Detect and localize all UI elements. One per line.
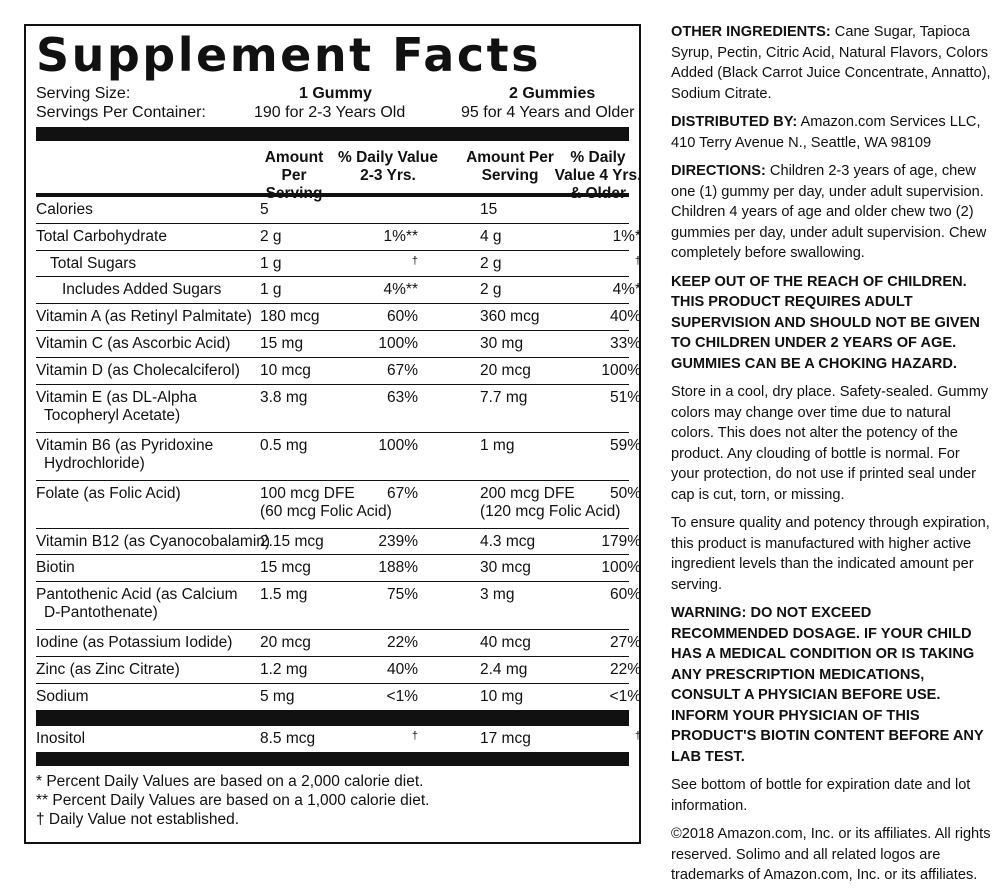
dv-2: 40% bbox=[609, 308, 641, 326]
amount-2: 360 mcg bbox=[480, 308, 540, 326]
amount-1: 5 bbox=[260, 201, 269, 218]
nutrient-row bbox=[36, 432, 641, 480]
dv-2: 22% bbox=[609, 660, 641, 678]
servings-per-container-label: Servings Per Container: bbox=[36, 104, 206, 121]
dv-1: 239% bbox=[378, 532, 418, 550]
nutrient-name-line2: Tocopheryl Acetate) bbox=[44, 406, 181, 424]
footnotes bbox=[36, 772, 629, 829]
nutrient-name: Biotin bbox=[36, 559, 75, 577]
dv-1: 60% bbox=[386, 308, 418, 326]
nutrient-name: Sodium bbox=[36, 687, 89, 705]
dv-2: 27% bbox=[609, 634, 641, 652]
nutrient-row bbox=[36, 384, 641, 432]
amount-1: 8.5 mcg bbox=[260, 729, 316, 747]
nutrient-name: Vitamin E (as DL-Alpha bbox=[36, 388, 197, 406]
column-headers bbox=[36, 141, 642, 202]
nutrient-name: Iodine (as Potassium Iodide) bbox=[36, 634, 233, 652]
storage-text: Store in a cool, dry place. Safety-sealed. Gummy colors may change over time due to natural colors. This does not alter the potency of the product. Any clouding of bottle is normal. For your protection, do not use if printed seal under cap is cut, torn, or missing. bbox=[671, 384, 989, 503]
amount-2: 200 mcg DFE bbox=[480, 484, 575, 502]
dv-2: † bbox=[634, 254, 641, 267]
expiration-text: See bottom of bottle for expiration date and lot information. bbox=[671, 777, 971, 814]
dv-1: 22% bbox=[386, 634, 418, 652]
dv-1: 188% bbox=[378, 559, 418, 577]
nutrient-name: Total Sugars bbox=[50, 254, 137, 272]
nutrient-row bbox=[36, 197, 629, 223]
amount-1: 15 mg bbox=[260, 334, 304, 352]
amount-2: 4 g bbox=[480, 227, 502, 245]
dv-2: 1%* bbox=[612, 227, 641, 245]
amount-1: 0.5 mg bbox=[260, 436, 308, 454]
distributed-by-label: DISTRIBUTED BY: bbox=[671, 114, 798, 130]
col2-servings-per: 95 for 4 Years and Older bbox=[461, 104, 635, 121]
distributed-by-text: Amazon.com Services LLC, 410 Terry Avenue N., Seattle, WA 98109 bbox=[671, 114, 981, 151]
header-amount-2: Amount Per Serving bbox=[466, 149, 554, 184]
other-ingredients-label: OTHER INGREDIENTS: bbox=[671, 24, 831, 40]
serving-info bbox=[36, 80, 635, 121]
header-amount-1: Amount Per Serving bbox=[264, 149, 324, 202]
inositol-row bbox=[36, 726, 641, 752]
nutrient-row bbox=[36, 629, 641, 656]
dv-2: 50% bbox=[609, 484, 641, 502]
nutrient-row bbox=[36, 276, 641, 303]
dv-1: † bbox=[411, 254, 418, 267]
amount-1: 2 g bbox=[260, 227, 282, 245]
amount-1: 15 mcg bbox=[260, 559, 311, 577]
col2-serving-size: 2 Gummies bbox=[509, 85, 596, 102]
amount-2: 2 g bbox=[480, 254, 502, 272]
quality-text: To ensure quality and potency through expiration, this product is manufactured with higher active ingredient levels than the indicated amount per serving. bbox=[671, 515, 990, 593]
nutrient-name: Vitamin B6 (as Pyridoxine bbox=[36, 436, 214, 454]
other-ingredients-text: Cane Sugar, Tapioca Syrup, Pectin, Citric Acid, Natural Flavors, Colors Added (Black Carrot Juice Concentrate, Annatto), Sodium Citrate. bbox=[671, 24, 991, 102]
amount-2: 7.7 mg bbox=[480, 388, 528, 406]
amount-1: 1.5 mg bbox=[260, 586, 308, 604]
nutrient-row bbox=[36, 250, 641, 277]
col1-servings-per: 190 for 2-3 Years Old bbox=[254, 104, 406, 121]
nutrient-row bbox=[36, 528, 641, 555]
nutrient-row bbox=[36, 330, 641, 357]
directions-text: Children 2-3 years of age, chew one (1) gummy per day, under adult supervision. Children 4 years of age and older chew two (2) gummies per day, under adult supervision. Chew completely before swallowing. bbox=[671, 163, 987, 261]
thick-divider-2 bbox=[36, 710, 629, 726]
nutrient-rows bbox=[36, 197, 641, 710]
dv-1: 40% bbox=[386, 660, 418, 678]
amount-2: 1 mg bbox=[480, 436, 515, 454]
distributed-by bbox=[671, 112, 991, 153]
supplement-facts-panel bbox=[24, 24, 641, 844]
amount-1-detail: (60 mcg Folic Acid) bbox=[260, 502, 392, 520]
nutrient-name: Vitamin D (as Cholecalciferol) bbox=[36, 361, 240, 379]
panel-title: Supplement Facts bbox=[36, 28, 541, 82]
dv-2: 179% bbox=[601, 532, 641, 550]
nutrient-name: Vitamin A (as Retinyl Palmitate) bbox=[36, 308, 252, 326]
amount-2: 2 g bbox=[480, 281, 502, 299]
footnote-1: * Percent Daily Values are based on a 2,000 calorie diet. bbox=[36, 772, 424, 790]
dv-1: <1% bbox=[386, 687, 418, 705]
amount-1: 2.15 mcg bbox=[260, 532, 324, 550]
nutrient-row bbox=[36, 303, 641, 330]
amount-2: 30 mg bbox=[480, 334, 524, 352]
dv-2: 33% bbox=[609, 334, 641, 352]
nutrient-name: Zinc (as Zinc Citrate) bbox=[36, 660, 180, 678]
nutrient-name: Folate (as Folic Acid) bbox=[36, 484, 181, 502]
nutrient-row bbox=[36, 480, 641, 528]
amount-1: 100 mcg DFE bbox=[260, 484, 355, 502]
dv-2: <1% bbox=[609, 687, 641, 705]
dv-1: 4%** bbox=[383, 281, 418, 299]
thick-divider bbox=[36, 127, 629, 141]
amount-2-detail: (120 mcg Folic Acid) bbox=[480, 502, 621, 520]
nutrient-name: Total Carbohydrate bbox=[36, 227, 167, 245]
header-dv-1: % Daily Value 2-3 Yrs. bbox=[338, 149, 438, 184]
amount-1: 1 g bbox=[260, 281, 282, 299]
dv-2: 60% bbox=[609, 586, 641, 604]
nutrient-name: Includes Added Sugars bbox=[62, 281, 222, 299]
dv-2: † bbox=[634, 729, 641, 742]
dv-1: 100% bbox=[378, 436, 418, 454]
amount-2: 4.3 mcg bbox=[480, 532, 536, 550]
copyright-text: ©2018 Amazon.com, Inc. or its affiliates. All rights reserved. Solimo and all related logos are trademarks of Amazon.com, Inc. or its affiliates. bbox=[671, 826, 991, 883]
serving-size-label: Serving Size: bbox=[36, 85, 131, 102]
amount-1: 1.2 mg bbox=[260, 660, 308, 678]
dv-2: 100% bbox=[601, 559, 641, 577]
dv-1: 63% bbox=[386, 388, 418, 406]
amount-2: 3 mg bbox=[480, 586, 515, 604]
dv-2: 59% bbox=[609, 436, 641, 454]
nutrient-row bbox=[36, 554, 641, 581]
nutrient-row bbox=[36, 683, 641, 710]
dosage-warning: WARNING: DO NOT EXCEED RECOMMENDED DOSAGE. IF YOUR CHILD HAS A MEDICAL CONDITION OR IS TAKING ANY PRESCRIPTION MEDICATIONS, CONSULT A PHYSICIAN BEFORE USE. INFORM YOUR PHYSICIAN OF THIS PRODUCT'S BIOTIN CONTENT BEFORE ANY LAB TEST. bbox=[671, 605, 984, 765]
dv-1: 67% bbox=[386, 484, 418, 502]
nutrient-name: Vitamin B12 (as Cyanocobalamin) bbox=[36, 532, 271, 550]
footnote-2: ** Percent Daily Values are based on a 1,000 calorie diet. bbox=[36, 791, 430, 809]
nutrient-name: Calories bbox=[36, 201, 93, 218]
nutrient-name-line2: Hydrochloride) bbox=[44, 454, 145, 472]
amount-1: 1 g bbox=[260, 254, 282, 272]
dv-1: † bbox=[411, 729, 418, 742]
dv-1: 75% bbox=[386, 586, 418, 604]
amount-2: 20 mcg bbox=[480, 361, 531, 379]
amount-2: 15 bbox=[480, 201, 498, 218]
other-ingredients bbox=[671, 22, 991, 104]
nutrient-name: Inositol bbox=[36, 729, 86, 747]
keep-out-warning: KEEP OUT OF THE REACH OF CHILDREN. THIS PRODUCT REQUIRES ADULT SUPERVISION AND SHOULD NOT BE GIVEN TO CHILDREN UNDER 2 YEARS OF AGE. GUMMIES CAN BE A CHOKING HAZARD. bbox=[671, 273, 980, 372]
amount-1: 10 mcg bbox=[260, 361, 311, 379]
dv-2: 100% bbox=[601, 361, 641, 379]
dv-1: 100% bbox=[378, 334, 418, 352]
amount-2: 2.4 mg bbox=[480, 660, 528, 678]
footnote-3: † Daily Value not established. bbox=[36, 810, 240, 828]
dv-1: 1%** bbox=[383, 227, 418, 245]
amount-2: 40 mcg bbox=[480, 634, 531, 652]
dv-1: 67% bbox=[386, 361, 418, 379]
label-info-column bbox=[671, 22, 991, 894]
thick-divider-3 bbox=[36, 752, 629, 766]
directions bbox=[671, 161, 991, 264]
nutrient-row bbox=[36, 656, 641, 683]
amount-1: 180 mcg bbox=[260, 308, 320, 326]
nutrient-row bbox=[36, 357, 641, 384]
amount-2: 10 mg bbox=[480, 687, 524, 705]
amount-2: 30 mcg bbox=[480, 559, 531, 577]
dv-2: 4%* bbox=[612, 281, 641, 299]
directions-label: DIRECTIONS: bbox=[671, 163, 766, 179]
nutrient-name: Vitamin C (as Ascorbic Acid) bbox=[36, 334, 231, 352]
header-dv-2: % Daily Value 4 Yrs. & Older bbox=[554, 149, 642, 202]
amount-2: 17 mcg bbox=[480, 729, 531, 747]
dv-2: 51% bbox=[609, 388, 641, 406]
nutrient-name-line2: D-Pantothenate) bbox=[44, 604, 158, 622]
amount-1: 20 mcg bbox=[260, 634, 311, 652]
nutrient-row bbox=[36, 581, 641, 629]
amount-1: 3.8 mg bbox=[260, 388, 308, 406]
col1-serving-size: 1 Gummy bbox=[299, 85, 372, 102]
nutrient-row bbox=[36, 223, 641, 250]
nutrient-name: Pantothenic Acid (as Calcium bbox=[36, 586, 238, 604]
amount-1: 5 mg bbox=[260, 687, 295, 705]
